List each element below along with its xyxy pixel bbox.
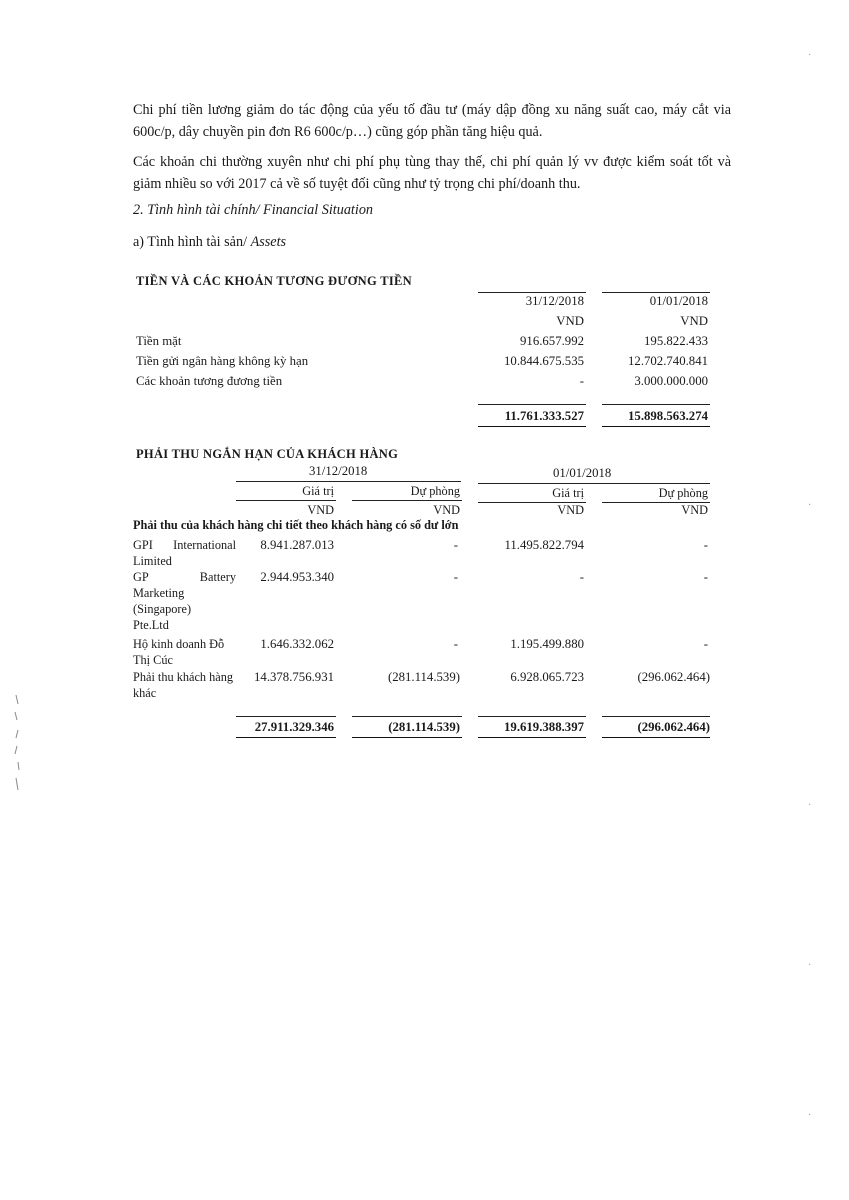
receivables-header-rule [236, 500, 336, 501]
receivables-header-rule [352, 500, 462, 501]
receivables-row-label-cont: Marketing [133, 586, 185, 600]
receivables-total-bottom-rule [236, 737, 336, 738]
receivables-date1-rule [236, 481, 461, 482]
cash-col1-header: 31/12/2018 [525, 294, 584, 308]
assets-prefix: a) Tình hình tài sản/ [133, 234, 251, 250]
cash-total-top-rule [602, 404, 710, 405]
receivables-row-label-cont: khác [133, 686, 157, 700]
paragraph-line: Các khoản chi thường xuyên như chi phí phụ tùng thay thế, chi phí quản lý vv được kiểm soát tốt và [133, 154, 731, 170]
section-heading: 2. Tình hình tài chính/ Financial Situation [133, 202, 374, 218]
cash-row-value: - [579, 374, 584, 388]
receivables-row-provision: - [703, 570, 708, 584]
receivables-total-value: 27.911.329.346 [254, 720, 334, 734]
receivables-row-value: 1.646.332.062 [260, 637, 334, 651]
receivables-row-value: - [579, 570, 584, 584]
paragraph-regular-costs [133, 151, 731, 195]
receivables-row-provision: - [703, 637, 708, 651]
receivables-total-top-rule [352, 716, 462, 717]
receivables-total-bottom-rule [352, 737, 462, 738]
receivables-row-value: 14.378.756.931 [254, 670, 334, 684]
receivables-row-value: 6.928.065.723 [510, 670, 584, 684]
receivables-row-provision: - [453, 570, 458, 584]
label-word: GP [133, 570, 149, 584]
receivables-row-label-cont: Thị Cúc [133, 653, 173, 667]
receivables-header-value: Giá trị [302, 484, 334, 498]
assets-en: Assets [250, 234, 287, 250]
receivables-header-provision: Dự phòng [658, 486, 708, 500]
margin-speck: · [808, 1110, 812, 1121]
cash-row-label: Tiền gửi ngân hàng không kỳ hạn [136, 354, 309, 368]
receivables-row-label: Phải thu khách hàng [133, 670, 234, 684]
receivables-detail-label: Phải thu của khách hàng chi tiết theo khách hàng có số dư lớn [133, 518, 459, 532]
cash-row-value: 916.657.992 [520, 334, 584, 348]
cash-total-bottom-rule [602, 426, 710, 427]
cash-row-value: 3.000.000.000 [634, 374, 708, 388]
cash-col1-unit: VND [556, 314, 584, 328]
paragraph-line: giảm nhiều so với 2017 cả về số tuyệt đối cũng như tỷ trọng chi phí/doanh thu. [133, 176, 581, 192]
receivables-row-label-cont: Limited [133, 554, 172, 568]
cash-col1-top-rule [478, 292, 586, 293]
paragraph-salary-cost [133, 99, 731, 143]
label-word: GPI [133, 538, 153, 552]
receivables-header-value: Giá trị [552, 486, 584, 500]
cash-row-label: Các khoản tương đương tiền [136, 374, 283, 388]
receivables-row-label-cont: Pte.Ltd [133, 618, 169, 632]
receivables-unit: VND [557, 503, 584, 517]
cash-row-value: 10.844.675.535 [504, 354, 584, 368]
paragraph-line: 600c/p, dây chuyền pin đơn R6 600c/p…) cũng góp phần tăng hiệu quả. [133, 124, 543, 140]
margin-scan-marks [6, 690, 26, 800]
receivables-row-provision: - [453, 538, 458, 552]
receivables-table-title: PHẢI THU NGẮN HẠN CỦA KHÁCH HÀNG [136, 447, 399, 461]
cash-row-value: 195.822.433 [644, 334, 708, 348]
receivables-row-label: Hộ kinh doanh Đỗ [133, 637, 225, 651]
label-word: Battery [199, 570, 236, 584]
receivables-total-top-rule [478, 716, 586, 717]
receivables-date2-rule [478, 483, 710, 484]
cash-col2-header: 01/01/2018 [649, 294, 708, 308]
cash-col2-top-rule [602, 292, 710, 293]
receivables-row-label [133, 538, 236, 553]
receivables-unit: VND [433, 503, 460, 517]
receivables-row-value: 2.944.953.340 [260, 570, 334, 584]
receivables-unit: VND [681, 503, 708, 517]
receivables-row-provision: (296.062.464) [637, 670, 710, 684]
cash-row-value: 12.702.740.841 [628, 354, 708, 368]
cash-total-value: 15.898.563.274 [628, 409, 708, 423]
paragraph-line: Chi phí tiền lương giảm do tác động của yếu tố đầu tư (máy dập đồng xu năng suất cao, máy cắt via [133, 102, 731, 118]
receivables-total-bottom-rule [478, 737, 586, 738]
cash-total-value: 11.761.333.527 [504, 409, 584, 423]
receivables-total-provision: (296.062.464) [637, 720, 710, 734]
receivables-total-provision: (281.114.539) [388, 720, 460, 734]
margin-speck: · [808, 50, 812, 61]
receivables-row-provision: (281.114.539) [387, 670, 460, 684]
receivables-header-provision: Dự phòng [410, 484, 460, 498]
margin-speck: · [808, 960, 812, 971]
assets-subheading [133, 234, 286, 251]
cash-total-top-rule [478, 404, 586, 405]
cash-row-label: Tiền mặt [136, 334, 182, 348]
receivables-row-label [133, 570, 236, 585]
receivables-unit: VND [307, 503, 334, 517]
label-line [133, 570, 236, 585]
receivables-date1: 31/12/2018 [309, 464, 368, 478]
margin-speck: · [808, 800, 812, 811]
receivables-row-value: 11.495.822.794 [504, 538, 584, 552]
cash-table-title: TIỀN VÀ CÁC KHOẢN TƯƠNG ĐƯƠNG TIỀN [136, 274, 412, 288]
cash-col2-unit: VND [680, 314, 708, 328]
cash-total-bottom-rule [478, 426, 586, 427]
receivables-total-value: 19.619.388.397 [504, 720, 584, 734]
receivables-row-provision: - [703, 538, 708, 552]
receivables-row-label-cont: (Singapore) [133, 602, 192, 616]
receivables-date2: 01/01/2018 [553, 466, 612, 480]
receivables-row-value: 1.195.499.880 [510, 637, 584, 651]
receivables-row-provision: - [453, 637, 458, 651]
label-line [133, 538, 236, 553]
receivables-row-value: 8.941.287.013 [260, 538, 334, 552]
receivables-total-top-rule [602, 716, 710, 717]
margin-speck: · [808, 500, 812, 511]
label-word: International [173, 538, 236, 552]
receivables-total-bottom-rule [602, 737, 710, 738]
receivables-total-top-rule [236, 716, 336, 717]
